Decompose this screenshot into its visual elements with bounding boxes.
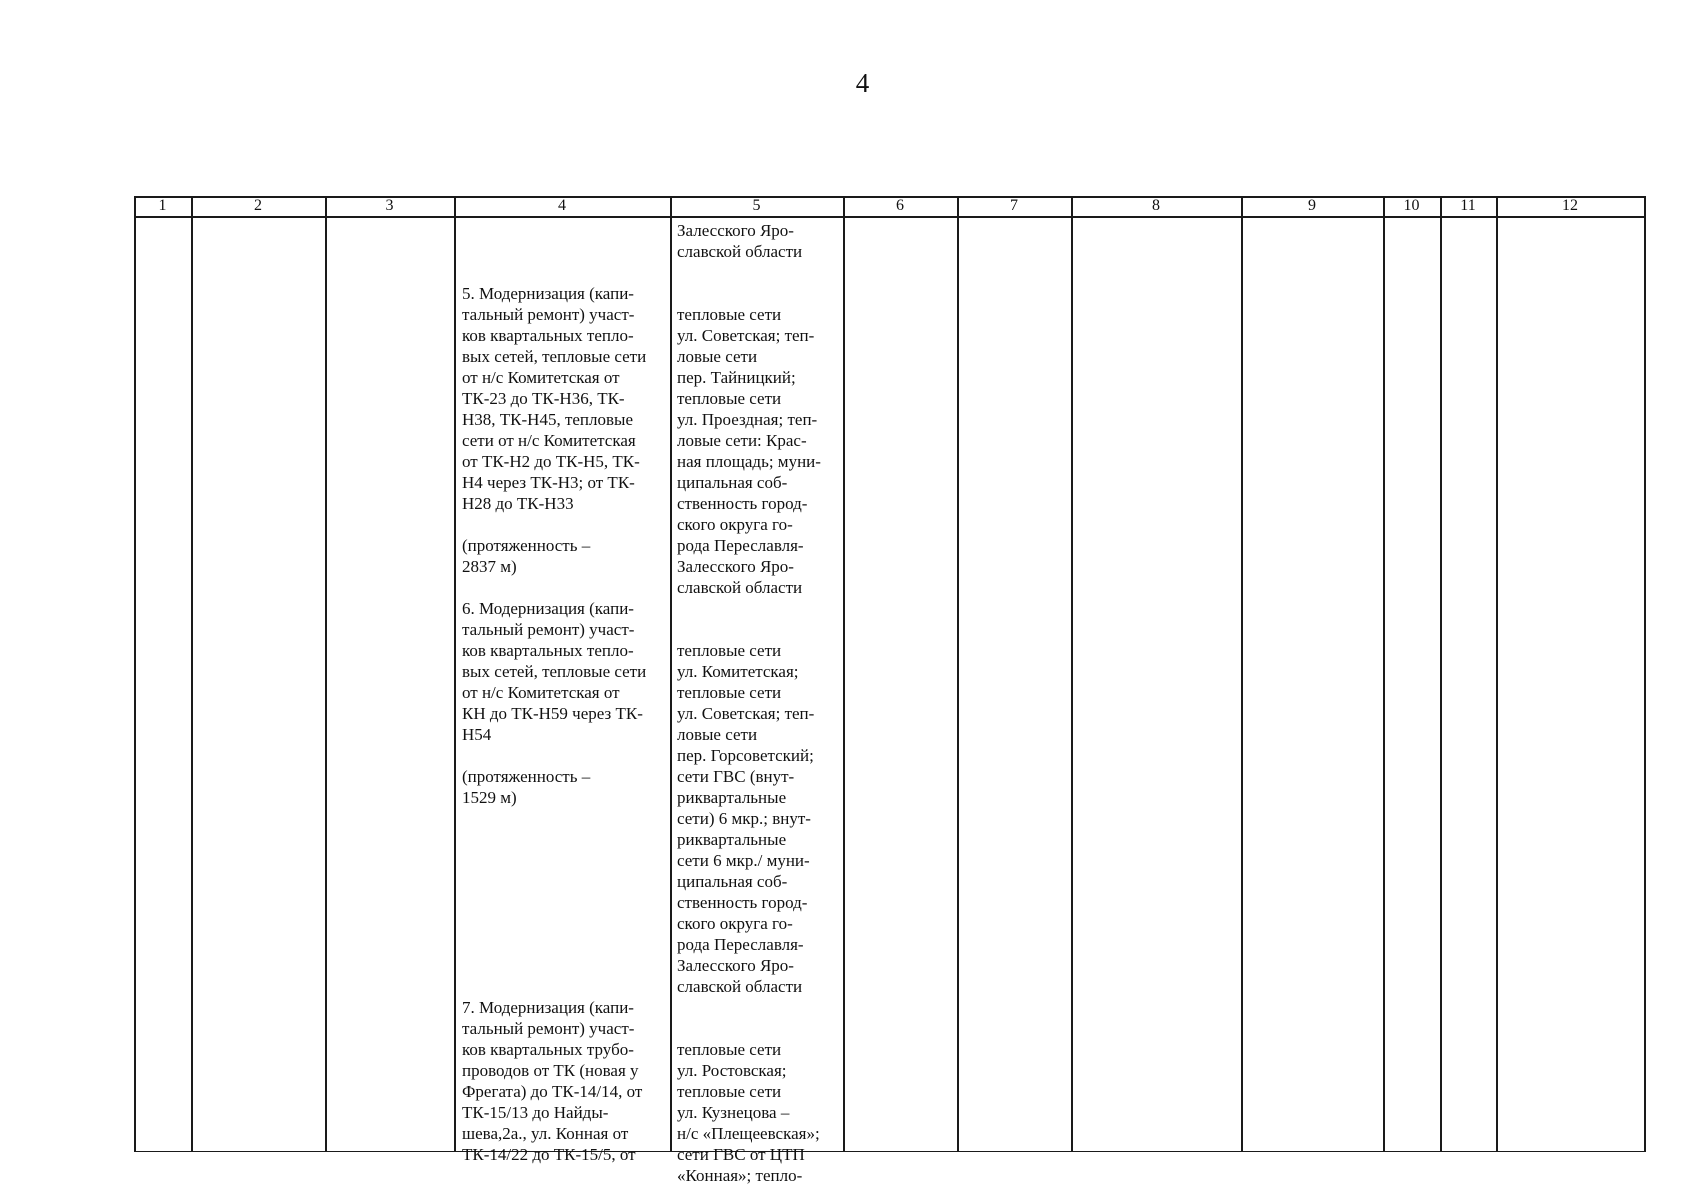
column-header: 4 bbox=[558, 197, 566, 214]
column-border bbox=[191, 196, 193, 1152]
column-border bbox=[1241, 196, 1243, 1152]
column-border bbox=[325, 196, 327, 1152]
column-header: 7 bbox=[1010, 197, 1018, 214]
column-header: 10 bbox=[1403, 197, 1420, 214]
column-border bbox=[1440, 196, 1442, 1152]
column-header: 12 bbox=[1562, 197, 1578, 214]
column-border bbox=[670, 196, 672, 1152]
column-header: 5 bbox=[752, 197, 761, 214]
column-header: 3 bbox=[385, 197, 394, 214]
column-header: 11 bbox=[1460, 197, 1476, 214]
column-header: 8 bbox=[1152, 197, 1160, 214]
column-border bbox=[957, 196, 959, 1152]
column-border bbox=[1071, 196, 1073, 1152]
header-bottom-border bbox=[134, 216, 1645, 218]
column-border bbox=[1644, 196, 1646, 1152]
column-border bbox=[1496, 196, 1498, 1152]
document-table bbox=[134, 196, 1645, 1185]
column-border bbox=[843, 196, 845, 1152]
column-border bbox=[134, 196, 136, 1152]
column-header: 6 bbox=[896, 197, 904, 214]
table-bottom-border bbox=[134, 1151, 1645, 1153]
measures-cell: 5. Модернизация (капи- тальный ремонт) участ- ков квартальных тепло- вых сетей, тепловые сети от н/с Комитетская от ТК-23 до ТК-Н36, ТК- Н38, ТК-Н45, тепловые сети от н/с Комитетская от ТК-Н2 до ТК-Н5, ТК- Н4 через ТК-Н3; от ТК- Н28 до ТК-Н33 (протяженность – 2837 м) 6. Модернизация (капи- тальный ремонт) участ- ков квартальных тепло- вых сетей, тепловые сети от н/с Комитетская от КН до ТК-Н59 через ТК- Н54 (протяженность – 1529 м) 7. Модернизация (капи- тальный ремонт) участ- ков квартальных трубо- проводов от ТК (новая у Фрегата) до ТК-14/14, от ТК-15/13 до Найды- шева,2а., ул. Конная от ТК-14/22 до ТК-15/5, от bbox=[462, 284, 647, 1164]
objects-cell: Залесского Яро- славской области тепловые сети ул. Советская; теп- ловые сети пер. Тайницкий; тепловые сети ул. Проездная; теп- ловые сети: Крас- ная площадь; муни- ципальная соб- ственность город- ского округа го- рода Переславля- Залесского Яро- славской области тепловые сети ул. Комитетская; тепловые сети ул. Советская; теп- ловые сети пер. Горсоветский; сети ГВС (внут- риквартальные сети) 6 мкр.; внут- риквартальные сети 6 мкр./ муни- ципальная соб- ственность город- ского округа го- рода Переславля- Залесского Яро- славской области тепловые сети ул. Ростовская; тепловые сети ул. Кузнецова – н/с «Плещеевская»; сети ГВС от ЦТП «Конная»; тепло- bbox=[677, 221, 821, 1185]
column-border bbox=[454, 196, 456, 1152]
column-header: 1 bbox=[158, 197, 167, 214]
column-header: 9 bbox=[1308, 197, 1316, 214]
column-header: 2 bbox=[254, 197, 262, 214]
page-number: 4 bbox=[855, 68, 870, 98]
column-border bbox=[1383, 196, 1385, 1152]
